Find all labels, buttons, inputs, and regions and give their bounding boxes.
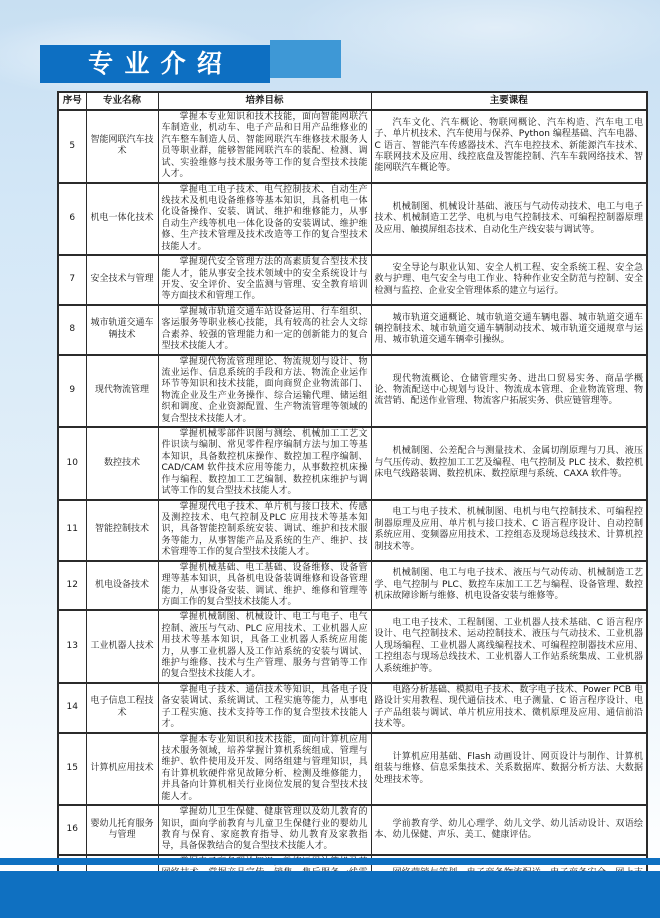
major-name: 智能网联汽车技术 — [86, 110, 158, 183]
table-row — [58, 500, 647, 561]
table-row — [58, 427, 647, 500]
training-goal: 掌握机械基础、电工基础、设备维修、设备管理等基本知识，具备机电设备装调维修和设备管理能力，从事设备安装、调试、维护、维修和管理等方面工作的复合型技术技能人才。 — [158, 561, 371, 611]
main-courses: 电工电子技术、工程制图、工业机器人技术基础、C 语言程序设计、电气控制技术、运动控制技术、液压与气动技术、工业机器人现场编程、工业机器人离线编程技术、可编程控制器技术应用、工控组态与现场总线技术、工业机器人工作站系统集成、工业机器人系统维护等。 — [371, 610, 647, 683]
major-name: 智能控制技术 — [86, 500, 158, 561]
table-row — [58, 683, 647, 733]
header-row — [58, 92, 647, 110]
majors-table — [57, 91, 648, 905]
major-name: 数控技术 — [86, 427, 158, 500]
footer-band — [0, 871, 660, 918]
main-courses: 机械制图、公差配合与测量技术、金属切削原理与刀具、液压与气压传动、数控加工工艺及编程、电气控制及 PLC 技术、数控机床电气线路装调、数控机床、数控原理与系统、CAXA 软件等。 — [371, 427, 647, 500]
table-row — [58, 733, 647, 806]
major-name: 工业机器人技术 — [86, 610, 158, 683]
main-courses: 机械制图、电工与电子技术、液压与气动传动、机械制造工艺学、电气控制与 PLC、数控车床加工工艺与编程、设备管理、数控机床故障诊断与维修、机电设备安装与维修等。 — [371, 561, 647, 611]
row-number: 13 — [58, 610, 86, 683]
major-name: 机电设备技术 — [86, 561, 158, 611]
table-row — [58, 305, 647, 355]
training-goal: 掌握电工电子技术、电气控制技术、自动生产线技术及机电设备维修等基本知识，具备机电一体化设备操作、安装、调试、维护和维修能力，从事自动生产线等机电一体化设备的安装调试、维护维修、生产技术管理及技术改造等工作的复合型技术技能人才。 — [158, 183, 371, 256]
main-courses: 安全导论与职业认知、安全人机工程、安全系统工程、安全急救与护理、电气安全与电工作业、特种作业安全防范与控制、安全检测与监控、企业安全管理体系的建立与运行。 — [371, 255, 647, 305]
table-row — [58, 110, 647, 183]
table-row — [58, 805, 647, 855]
majors-table-body — [58, 110, 647, 904]
row-number: 7 — [58, 255, 86, 305]
major-name: 城市轨道交通车辆技术 — [86, 305, 158, 355]
table-row — [58, 355, 647, 428]
training-goal: 掌握电子技术、通信技术等知识，具备电子设备安装调试、系统调试、工程实施等能力，从事电子工程实施、技术支持等工作的复合型技术技能人才。 — [158, 683, 371, 733]
row-number: 9 — [58, 355, 86, 428]
row-number: 10 — [58, 427, 86, 500]
header-number: 序号 — [58, 92, 86, 110]
header-major-name: 专业名称 — [86, 92, 158, 110]
training-goal: 掌握幼儿卫生保健、健康管理以及幼儿教育的知识，面向学前教育与儿童卫生保健行业的婴幼儿教育与保育、家庭教育指导、幼儿教育及家教指导，具备保教结合的复合型技术技能人才。 — [158, 805, 371, 855]
table-row — [58, 610, 647, 683]
row-number: 6 — [58, 183, 86, 256]
row-number: 14 — [58, 683, 86, 733]
table-row — [58, 255, 647, 305]
row-number: 15 — [58, 733, 86, 806]
main-courses: 学前教育学、幼儿心理学、幼儿文学、幼儿活动设计、双语绘本、幼儿保健、声乐、美工、健康评估。 — [371, 805, 647, 855]
footer-thin-stripe — [0, 858, 660, 865]
training-goal: 掌握现代电子技术、单片机与接口技术、传感及测控技术、电气控制及PLC 应用技术等基本知识，具备智能控制系统安装、调试、维护和技术服务等能力，从事智能产品及系统的生产、维护、技术管理等工作的复合型技术技能人才。 — [158, 500, 371, 561]
majors-table-header — [58, 92, 647, 110]
training-goal: 掌握机械制图、机械设计、电工与电子、电气控制、液压与气动、PLC 应用技术、工业机器人应用技术等基本知识，具备工业机器人系统应用能力，从事工业机器人及工作站系统的安装与调试、维护与维修、技术与生产管理、服务与营销等工作的复合型技术技能人才。 — [158, 610, 371, 683]
main-courses: 计算机应用基础、Flash 动画设计、网页设计与制作、计算机组装与维修、信息采集技术、关系数据库、数据分析方法、大数据处理技术等。 — [371, 733, 647, 806]
banner-accent-block — [270, 40, 341, 78]
row-number: 12 — [58, 561, 86, 611]
main-courses: 汽车文化、汽车概论、物联网概论、汽车构造、汽车电工电子、单片机技术、汽车使用与保养、Python 编程基础、汽车电器、C 语言、智能汽车传感器技术、汽车电控技术、新能源汽车技术、车联网技术及应用、线控底盘及智能控制、汽车车载网络技术、智能网联汽车概论等。 — [371, 110, 647, 183]
major-name: 现代物流管理 — [86, 355, 158, 428]
major-name: 计算机应用技术 — [86, 733, 158, 806]
main-courses: 现代物流概论、仓储管理实务、进出口贸易实务、商品学概论、物流配送中心规划与设计、物流成本管理、企业物流管理、物流营销、配送作业管理、物流客户拓展实务、供应链管理等。 — [371, 355, 647, 428]
major-name: 婴幼儿托育服务与管理 — [86, 805, 158, 855]
training-goal: 掌握本专业知识和技术技能，面向计算机应用技术服务领域，培养掌握计算机系统组成、管理与维护、软件使用及开发、网络组建与管理知识，具有计算机软硬件常见故障分析、检测及维修能力，并具备向计算机相关行业岗位发展的复合型技术技能人才。 — [158, 733, 371, 806]
main-courses: 城市轨道交通概论、城市轨道交通车辆电器、城市轨道交通车辆控制技术、城市轨道交通车辆制动技术、城市轨道交通规章与运用、城市轨道交通车辆牵引操纵。 — [371, 305, 647, 355]
page-title-banner — [40, 45, 341, 83]
header-training-goal: 培养目标 — [158, 92, 371, 110]
header-main-courses: 主要课程 — [371, 92, 647, 110]
row-number: 8 — [58, 305, 86, 355]
main-courses: 电路分析基础、模拟电子技术、数字电子技术、Power PCB 电路设计实用教程、现代通信技术、电子测量、C 语言程序设计、电子产品组装与调试、单片机应用技术、微机原理及应用、通信前沿技术等。 — [371, 683, 647, 733]
main-courses: 电工与电子技术、机械制图、电机与电气控制技术、可编程控制器原理及应用、单片机与接口技术、C 语言程序设计、自动控制系统应用、变频器应用技术、工控组态及现场总线技术、计算机控制技术等。 — [371, 500, 647, 561]
page-title: 专业介绍 — [40, 45, 270, 83]
major-name: 安全技术与管理 — [86, 255, 158, 305]
main-courses: 机械制图、机械设计基础、液压与气动传动技术、电工与电子技术、机械制造工艺学、电机与电气控制技术、可编程控制器原理及应用、触摸屏组态技术、自动化生产线安装与调试等。 — [371, 183, 647, 256]
major-name: 机电一体化技术 — [86, 183, 158, 256]
major-name: 电子信息工程技术 — [86, 683, 158, 733]
table-row — [58, 561, 647, 611]
row-number: 16 — [58, 805, 86, 855]
training-goal: 掌握现代物流管理理论、物流规划与设计、物流业运作、信息系统的手段和方法、物流企业运作环节等知识和技术技能，面向商贸企业物流部门、物流企业及生产业务操作、综合运输代理、储运组织和调度、企业资源配置、生产物流管理等领域的复合型技术技能人才。 — [158, 355, 371, 428]
row-number: 11 — [58, 500, 86, 561]
training-goal: 掌握本专业知识和技术技能，面向智能网联汽车制造业，机动车、电子产品和日用产品维修业的汽车整车制造人员、智能网联汽车维修技术服务人员等职业群，能够智能网联汽车的装配、检测、调试、实验维修与技术服务等工作的复合型技术技能人才。 — [158, 110, 371, 183]
table-row — [58, 183, 647, 256]
training-goal: 掌握现代安全管理方法的高素质复合型技术技能人才，能从事安全技术领域中的安全系统设计与开发、安全评价、安全监测与管理、安全教育培训等方面技术和管理工作。 — [158, 255, 371, 305]
training-goal: 掌握机械零部件识图与测绘、机械加工工艺文件识读与编制、常见零件程序编制方法与加工等基本知识，具备数控机床操作、数控加工程序编制、CAD/CAM 软件技术应用等能力，从事数控机床操作与编程、数控加工工艺编制、数控机床维护与调试等工作的复合型技术技能人才。 — [158, 427, 371, 500]
row-number: 5 — [58, 110, 86, 183]
training-goal: 掌握城市轨道交通车站设备运用、行车组织、客运服务等职业核心技能，具有较高的社会人文综合素养、较强的管理能力和一定的创新能力的复合型技术技能人才。 — [158, 305, 371, 355]
